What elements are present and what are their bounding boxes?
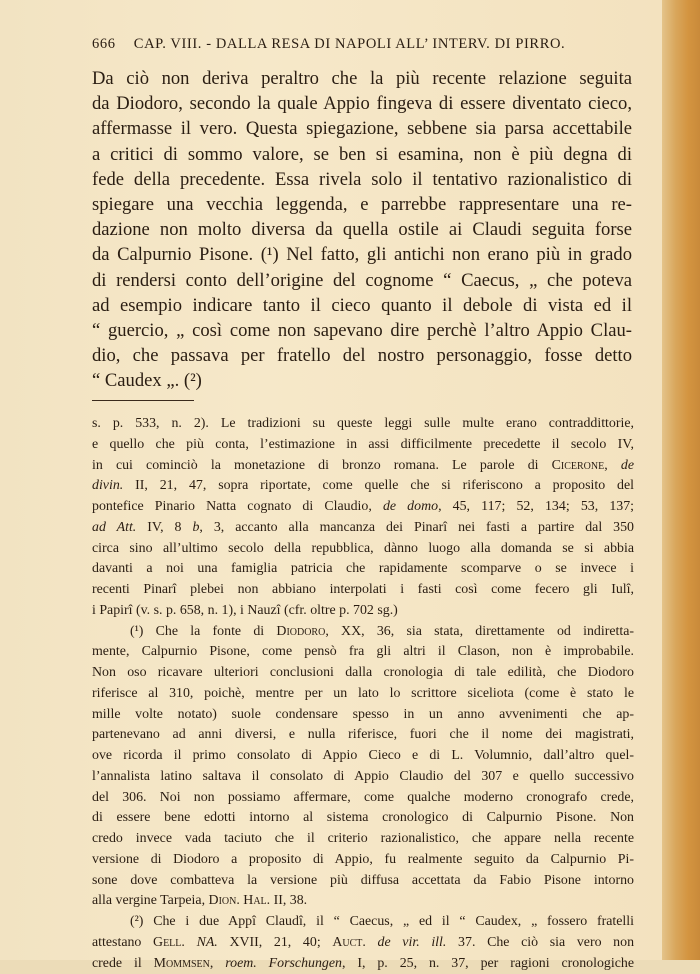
body-line: affermasse il vero. Questa spiegazione, sebbene sia parsa accettabile [92, 116, 632, 141]
footnote-line: crede il Mommsen, roem. Forschungen, I, p. 25, n. 37, per ragioni cronologiche [92, 954, 634, 974]
body-line: ad esempio indicare tanto il cieco quanto il debole di vista ed il [92, 293, 632, 318]
body-line: “ Caudex „. (²) [92, 368, 632, 393]
footnote-line: e quello che più conta, l’estimazione in assi difficilmente precedette il secolo IV, [92, 435, 634, 456]
page-edge [662, 0, 700, 960]
body-line: fede della precedente. Essa rivela solo il tentativo razionalistico di [92, 167, 632, 192]
body-line: a critici di sommo valore, se ben si esamina, non è più degna di [92, 142, 632, 167]
footnote-line: (²) Che i due Appî Claudî, il “ Caecus, „ ed il “ Caudex, „ fossero fratelli [92, 912, 634, 933]
footnote-line: ove ricorda il primo consolato di Appio Cieco e di L. Volumnio, dall’altro quel- [92, 746, 634, 767]
footnote-line: del 306. Noi non possiamo affermare, come qualche moderno cronografo crede, [92, 788, 634, 809]
body-line: dio, che passava per fratello del nostro personaggio, fosse detto [92, 343, 632, 368]
footnote-line: di essere bene edotti intorno al sistema cronologico di Calpurnio Pisone. Non [92, 808, 634, 829]
body-line: Da ciò non deriva peraltro che la più recente relazione seguita [92, 66, 632, 91]
footnotes [92, 414, 634, 974]
body-line: dazione non molto diversa da quella ostile ai Claudi seguita forse [92, 217, 632, 242]
main-text [92, 66, 632, 394]
body-line: di rendersi conto dell’origine del cognome “ Caecus, „ che poteva [92, 268, 632, 293]
footnote-line: Non oso ricavare ulteriori conclusioni dalla cronologia di tale edilità, che Diodoro [92, 663, 634, 684]
footnote-line: i Papirî (v. s. p. 658, n. 1), i Nauzî (cfr. oltre p. 702 sg.) [92, 601, 634, 622]
footnote-line: ad Att. IV, 8 b, 3, accanto alla mancanza dei Pinarî nei fasti a partire dal 350 [92, 518, 634, 539]
footnote-line: attestano Gell. NA. XVII, 21, 40; Auct. de vir. ill. 37. Che ciò sia vero non [92, 933, 634, 954]
footnote-line: l’annalista latino saltava il consolato di Appio Claudio del 307 e quello successivo [92, 767, 634, 788]
footnote-line: davanti a noi una famiglia patricia che rapidamente scomparve o se invece i [92, 559, 634, 580]
footnote-line: pontefice Pinario Natta cognato di Claudio, de domo, 45, 117; 52, 134; 53, 137; [92, 497, 634, 518]
footnote-line: sone dove combatteva la versione più diffusa accettata da Fabio Pisone intorno [92, 871, 634, 892]
page-number: 666 [92, 36, 116, 52]
footnote-line: recenti Pinarî plebei non abbiano interpolati i fasti così come fecero gli Iulî, [92, 580, 634, 601]
footnote-line: divin. II, 21, 47, sopra riportate, come quelle che si riferiscono a proposito del [92, 476, 634, 497]
footnote-line: versione di Diodoro a proposito di Appio, fu realmente seguito da Calpurnio Pi- [92, 850, 634, 871]
footnote-line: s. p. 533, n. 2). Le tradizioni su queste leggi sulle multe erano contraddittorie, [92, 414, 634, 435]
body-line: spiegare una vecchia leggenda, e parrebbe rappresentare una re- [92, 192, 632, 217]
running-title: CAP. VIII. - DALLA RESA DI NAPOLI ALL’ INTERV. DI PIRRO. [134, 36, 565, 52]
body-line: da Calpurnio Pisone. (¹) Nel fatto, gli antichi non erano più in grado [92, 242, 632, 267]
body-line: “ guercio, „ così come non sapevano dire perchè l’altro Appio Clau- [92, 318, 632, 343]
footnote-line: (¹) Che la fonte di Diodoro, XX, 36, sia stata, direttamente od indiretta- [92, 622, 634, 643]
footnote-line: circa sino all’ultimo secolo della repubblica, dànno luogo alla domanda se si abbia [92, 539, 634, 560]
running-header [92, 36, 632, 53]
body-line: da Diodoro, secondo la quale Appio fingeva di essere diventato cieco, [92, 91, 632, 116]
footnote-line: mille volte notato) suole condensare spesso in un anno avvenimenti che ap- [92, 705, 634, 726]
footnote-line: in cui cominciò la monetazione di bronzo romana. Le parole di Cicerone, de [92, 456, 634, 477]
footnote-line: mente, Calpurnio Pisone, come pensò fra gli altri il Clason, non è improbabile. [92, 642, 634, 663]
footnote-line: riferisce al 310, poichè, mentre per un lato lo scrittore siceliota (come è stato le [92, 684, 634, 705]
footnote-line: alla vergine Tarpeia, Dion. Hal. II, 38. [92, 891, 634, 912]
footnote-line: credo invece vada taciuto che il criterio razionalistico, che appare nella recente [92, 829, 634, 850]
footnote-line: partenevano ad anni diversi, e nulla riferisce, fuori che il nome dei magistrati, [92, 725, 634, 746]
footnote-separator [92, 400, 194, 401]
